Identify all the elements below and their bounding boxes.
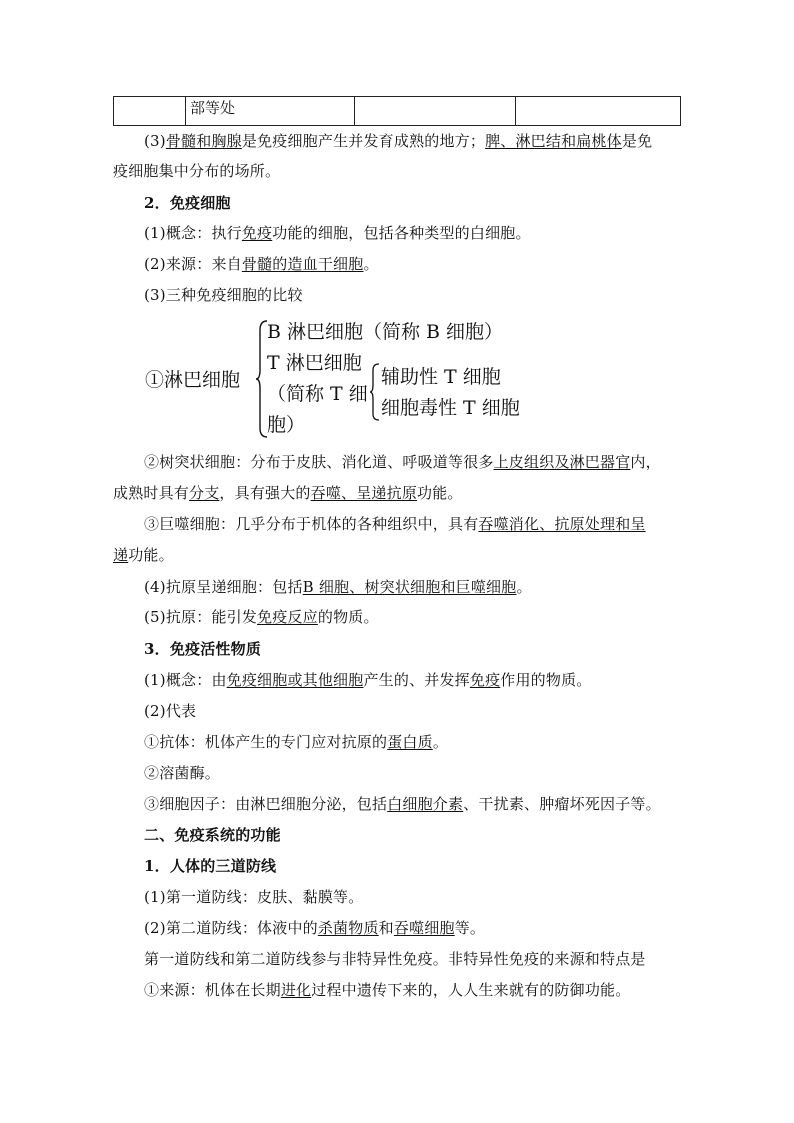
paragraph-origin: ①来源：机体在长期进化过程中遗传下来的，人人生来就有的防御功能。 [144, 981, 631, 999]
paragraph-first-line: (1)第一道防线：皮肤、黏膜等。 [144, 888, 364, 906]
diagram-t-cell-1: T 淋巴细胞 [267, 352, 362, 374]
paragraph-organs: (3)骨髓和胸腺是免疫细胞产生并发育成熟的地方；脾、淋巴结和扁桃体是免 [144, 132, 653, 150]
paragraph-lysozyme: ②溶菌酶。 [144, 764, 221, 782]
heading-immune-function: 二、免疫系统的功能 [144, 826, 281, 844]
lymphocyte-diagram [145, 318, 545, 440]
paragraph-active-concept: (1)概念：由免疫细胞或其他细胞产生的、并发挥免疫作用的物质。 [144, 671, 592, 689]
paragraph-dendritic: ②树突状细胞：分布于皮肤、消化道、呼吸道等很多上皮组织及淋巴器官内， [144, 453, 661, 471]
diagram-cytotoxic-t: 细胞毒性 T 细胞 [381, 397, 520, 419]
inner-brace-icon [369, 363, 381, 421]
paragraph-concept: (1)概念：执行免疫功能的细胞，包括各种类型的白细胞。 [144, 224, 531, 242]
heading-active-substances: 3．免疫活性物质 [144, 640, 262, 658]
paragraph-cytokine: ③细胞因子：由淋巴细胞分泌，包括白细胞介素、干扰素、肿瘤坏死因子等。 [144, 795, 661, 813]
paragraph-nonspecific: 第一道防线和第二道防线参与非特异性免疫。非特异性免疫的来源和特点是 [144, 950, 646, 968]
paragraph-antigen: (5)抗原：能引发免疫反应的物质。 [144, 608, 379, 626]
heading-immune-cells: 2．免疫细胞 [144, 194, 231, 212]
table-row [114, 97, 681, 126]
paragraph-source: (2)来源：来自骨髓的造血干细胞。 [144, 255, 379, 273]
paragraph-compare: (3)三种免疫细胞的比较 [144, 286, 303, 304]
paragraph-macrophage: ③巨噬细胞：几乎分布于机体的各种组织中，具有吞噬消化、抗原处理和呈 [144, 515, 646, 533]
paragraph-second-line: (2)第二道防线：体液中的杀菌物质和吞噬细胞等。 [144, 919, 486, 937]
heading-three-defenses: 1．人体的三道防线 [144, 857, 277, 875]
diagram-b-cell: B 淋巴细胞（简称 B 细胞） [267, 321, 504, 343]
diagram-helper-t: 辅助性 T 细胞 [381, 366, 501, 388]
paragraph-represent: (2)代表 [144, 702, 197, 720]
paragraph-macrophage-cont: 递功能。 [113, 546, 174, 564]
table-cell [114, 97, 186, 126]
diagram-root: ①淋巴细胞 [145, 369, 241, 391]
paragraph-dendritic-cont: 成熟时具有分支，具有强大的吞噬、呈递抗原功能。 [113, 484, 463, 502]
paragraph-organs-cont: 疫细胞集中分布的场所。 [113, 162, 281, 180]
paragraph-apc: (4)抗原呈递细胞：包括B 细胞、树突状细胞和巨噬细胞。 [144, 578, 532, 596]
paragraph-antibody: ①抗体：机体产生的专门应对抗原的蛋白质。 [144, 733, 449, 751]
table-fragment [113, 96, 681, 126]
diagram-t-cell-2: （简称 T 细 [267, 383, 368, 405]
diagram-t-cell-3: 胞） [267, 414, 306, 436]
table-cell [516, 97, 681, 126]
table-cell: 部等处 [186, 97, 355, 126]
table-cell [355, 97, 516, 126]
